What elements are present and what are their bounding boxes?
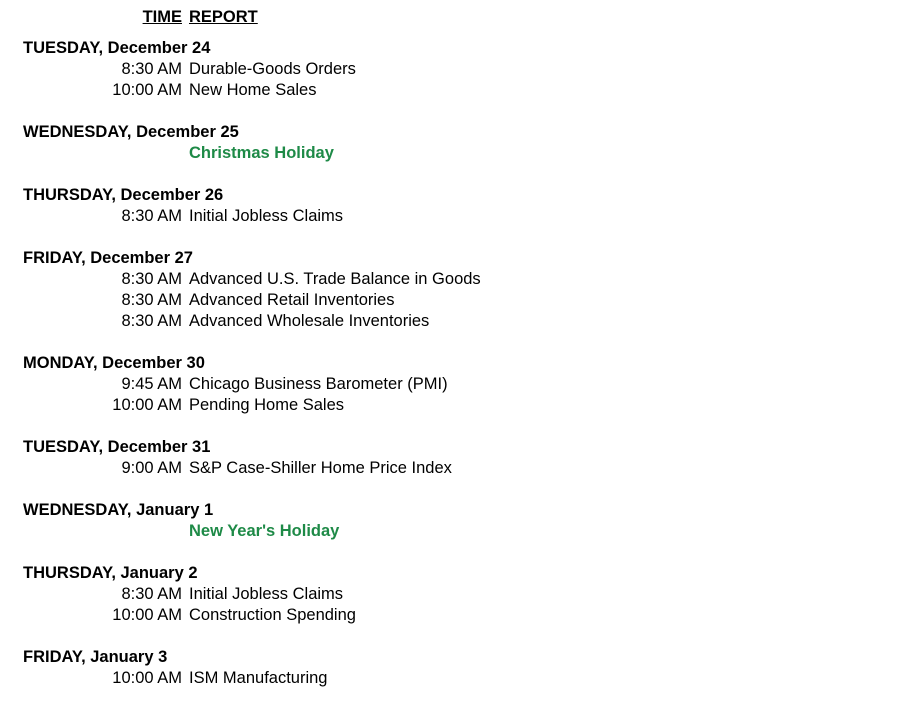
day-section (0, 437, 898, 479)
holiday-label: New Year's Holiday (189, 522, 340, 540)
day-section (0, 647, 898, 689)
event-time: 10:00 AM (112, 81, 182, 99)
holiday-label: Christmas Holiday (189, 144, 334, 162)
event-report: Advanced Retail Inventories (189, 291, 395, 309)
event-row (0, 374, 898, 395)
event-time: 8:30 AM (121, 60, 182, 78)
time-column-header: TIME (142, 8, 182, 26)
event-report: Chicago Business Barometer (PMI) (189, 375, 448, 393)
event-row (0, 290, 898, 311)
day-title: WEDNESDAY, January 1 (23, 501, 214, 519)
day-title: MONDAY, December 30 (23, 354, 205, 372)
event-row (0, 80, 898, 101)
event-report: New Home Sales (189, 81, 317, 99)
day-section (0, 248, 898, 332)
event-row (0, 206, 898, 227)
event-row (0, 311, 898, 332)
event-time: 8:30 AM (121, 585, 182, 603)
day-title: FRIDAY, December 27 (23, 249, 193, 267)
event-report: Pending Home Sales (189, 396, 345, 414)
event-row (0, 395, 898, 416)
event-time: 8:30 AM (121, 270, 182, 288)
event-report: Initial Jobless Claims (189, 207, 344, 225)
day-section (0, 122, 898, 164)
day-title: WEDNESDAY, December 25 (23, 123, 239, 141)
event-time: 10:00 AM (112, 606, 182, 624)
event-row (0, 584, 898, 605)
event-report: Initial Jobless Claims (189, 585, 344, 603)
day-section (0, 500, 898, 542)
event-row (0, 668, 898, 689)
event-time: 10:00 AM (112, 396, 182, 414)
event-time: 10:00 AM (112, 669, 182, 687)
event-time: 8:30 AM (121, 312, 182, 330)
event-report: ISM Manufacturing (189, 669, 328, 687)
holiday-row (0, 521, 898, 542)
day-title: THURSDAY, January 2 (23, 564, 198, 582)
day-section (0, 563, 898, 626)
event-time: 8:30 AM (121, 291, 182, 309)
report-column-header: REPORT (189, 8, 258, 26)
day-title: TUESDAY, December 24 (23, 39, 211, 57)
day-title: FRIDAY, January 3 (23, 648, 168, 666)
event-row (0, 59, 898, 80)
event-row (0, 458, 898, 479)
event-time: 9:45 AM (121, 375, 182, 393)
event-report: S&P Case-Shiller Home Price Index (189, 459, 452, 477)
day-section (0, 185, 898, 227)
event-row (0, 269, 898, 290)
day-title: THURSDAY, December 26 (23, 186, 224, 204)
day-section (0, 38, 898, 101)
day-title: TUESDAY, December 31 (23, 438, 211, 456)
event-report: Construction Spending (189, 606, 356, 624)
event-row (0, 605, 898, 626)
event-report: Advanced Wholesale Inventories (189, 312, 430, 330)
economic-calendar (0, 38, 898, 710)
event-report: Durable-Goods Orders (189, 60, 356, 78)
holiday-row (0, 143, 898, 164)
day-section (0, 353, 898, 416)
event-time: 9:00 AM (121, 459, 182, 477)
event-report: Advanced U.S. Trade Balance in Goods (189, 270, 481, 288)
event-time: 8:30 AM (121, 207, 182, 225)
